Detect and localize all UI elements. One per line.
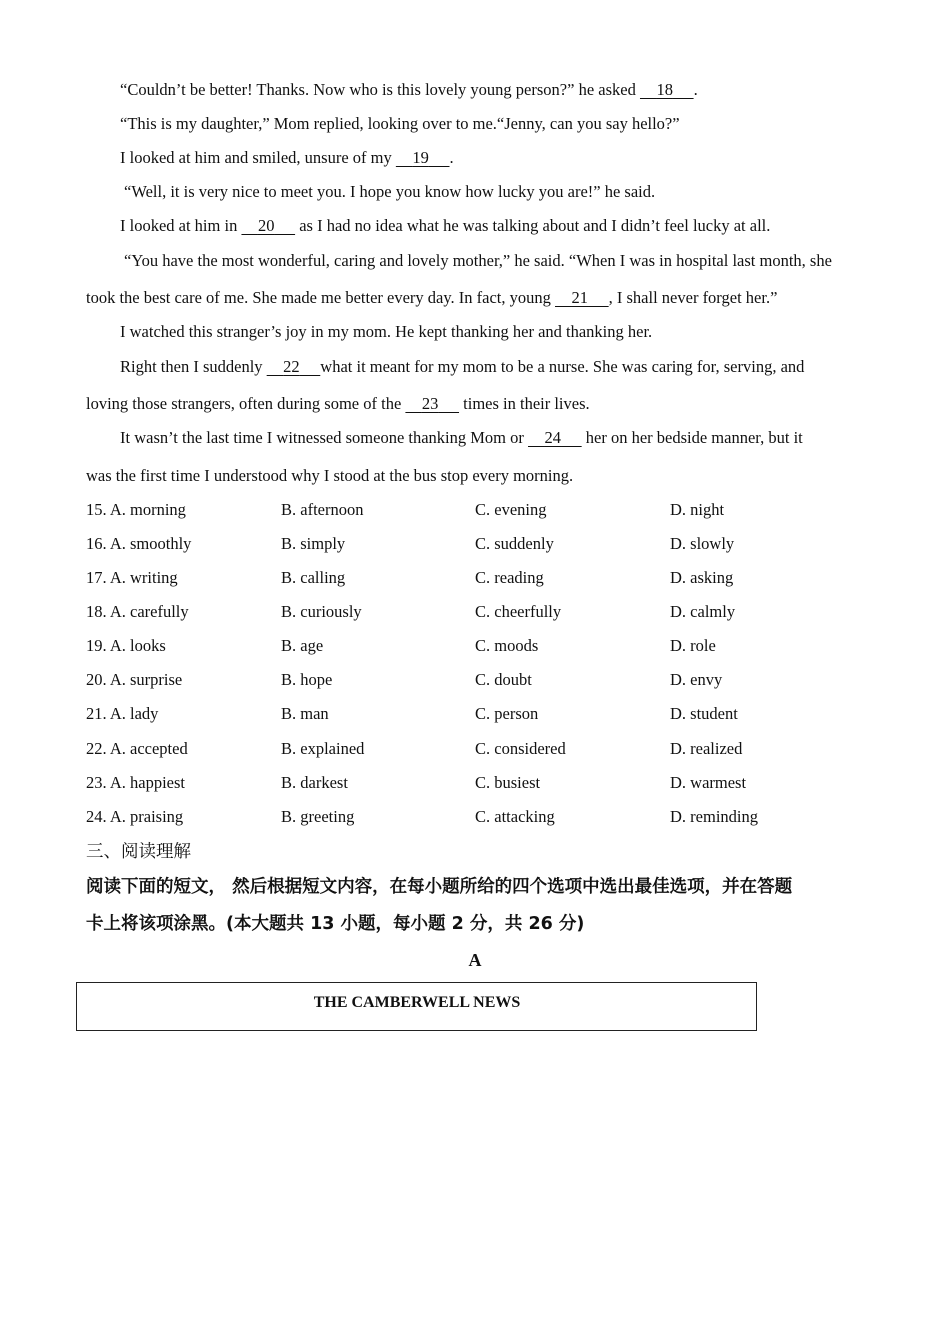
text: I looked at him in	[120, 216, 242, 235]
option-c[interactable]: C. busiest	[475, 773, 541, 792]
blank-21	[555, 288, 609, 307]
option-a[interactable]: 21. A. lady	[86, 704, 159, 723]
section-title: 三、阅读理解	[86, 842, 191, 862]
question-23-options	[86, 773, 866, 793]
blank-number: 23	[421, 394, 439, 413]
text: took the best care of me. She made me better every day. In fact, young	[86, 288, 556, 307]
option-b[interactable]: B. greeting	[281, 807, 355, 826]
option-d[interactable]: D. student	[670, 704, 738, 723]
blank-number: 24	[544, 428, 562, 447]
question-20-options	[86, 670, 866, 690]
blank-20	[241, 216, 295, 235]
question-16-options	[86, 534, 866, 554]
text: her on her bedside manner, but it	[581, 428, 803, 447]
passage-paragraph: “You have the most wonderful, caring and lovely mother,” he said. “When I was in hospital last month, she	[124, 251, 832, 270]
option-b[interactable]: B. explained	[281, 739, 365, 758]
option-b[interactable]: B. curiously	[281, 602, 362, 621]
option-d[interactable]: D. asking	[670, 568, 734, 587]
passage-paragraph: “This is my daughter,” Mom replied, looking over to me.“Jenny, can you say hello?”	[120, 114, 680, 133]
section-instruction: 卡上将该项涂黑。(本大题共 13 小题，每小题 2 分，共 26 分)	[86, 914, 585, 934]
passage-paragraph-24	[120, 428, 900, 448]
blank-number: 20	[257, 216, 275, 235]
text: .	[449, 148, 454, 167]
blank-24	[528, 428, 582, 447]
question-15-options	[86, 500, 866, 520]
option-a[interactable]: 17. A. writing	[86, 568, 178, 587]
text: loving those strangers, often during some of the	[86, 394, 406, 413]
blank-19	[396, 148, 450, 167]
question-19-options	[86, 636, 866, 656]
question-22-options	[86, 739, 866, 759]
question-18-options	[86, 602, 866, 622]
option-c[interactable]: C. cheerfully	[475, 602, 562, 621]
blank-number: 22	[283, 357, 300, 376]
option-c[interactable]: C. evening	[475, 500, 547, 519]
question-24-options	[86, 807, 866, 827]
text: , I shall never forget her.”	[608, 288, 778, 307]
question-17-options	[86, 568, 866, 588]
option-a[interactable]: 23. A. happiest	[86, 773, 185, 792]
option-d[interactable]: D. night	[670, 500, 725, 519]
passage-paragraph-23	[86, 394, 866, 414]
passage-paragraph-20	[120, 216, 900, 236]
option-a[interactable]: 22. A. accepted	[86, 739, 188, 758]
option-a[interactable]: 18. A. carefully	[86, 602, 189, 621]
option-d[interactable]: D. reminding	[670, 807, 758, 826]
text: what it meant for my mom to be a nurse. She was caring for, serving, and	[320, 357, 805, 376]
news-header-box	[76, 982, 757, 1031]
text: as I had no idea what he was talking about and I didn’t feel lucky at all.	[295, 216, 771, 235]
option-c[interactable]: C. person	[475, 704, 539, 723]
text: .	[693, 80, 698, 99]
option-b[interactable]: B. calling	[281, 568, 346, 587]
news-title: THE CAMBERWELL NEWS	[313, 994, 521, 1011]
passage-paragraph-21	[86, 288, 866, 308]
option-c[interactable]: C. reading	[475, 568, 544, 587]
option-a[interactable]: 24. A. praising	[86, 807, 184, 826]
option-b[interactable]: B. man	[281, 704, 329, 723]
option-b[interactable]: B. hope	[281, 670, 333, 689]
option-d[interactable]: D. envy	[670, 670, 723, 689]
passage-label: A	[468, 950, 482, 970]
option-d[interactable]: D. realized	[670, 739, 743, 758]
blank-number: 18	[656, 80, 673, 99]
passage-paragraph: I watched this stranger’s joy in my mom. He kept thanking her and thanking her.	[120, 322, 653, 341]
passage-paragraph-22	[120, 357, 900, 377]
option-c[interactable]: C. considered	[475, 739, 566, 758]
option-c[interactable]: C. moods	[475, 636, 539, 655]
option-b[interactable]: B. age	[281, 636, 324, 655]
option-d[interactable]: D. calmly	[670, 602, 736, 621]
option-a[interactable]: 20. A. surprise	[86, 670, 183, 689]
option-d[interactable]: D. warmest	[670, 773, 747, 792]
blank-number: 21	[571, 288, 589, 307]
text: I looked at him and smiled, unsure of my	[120, 148, 396, 167]
option-b[interactable]: B. afternoon	[281, 500, 364, 519]
passage-paragraph: “Well, it is very nice to meet you. I hope you know how lucky you are!” he said.	[124, 182, 656, 201]
blank-number: 19	[412, 148, 429, 167]
option-c[interactable]: C. suddenly	[475, 534, 554, 553]
option-c[interactable]: C. attacking	[475, 807, 555, 826]
question-21-options	[86, 704, 866, 724]
option-a[interactable]: 19. A. looks	[86, 636, 166, 655]
blank-18	[640, 80, 694, 99]
blank-22	[267, 357, 321, 376]
option-b[interactable]: B. simply	[281, 534, 346, 553]
text: It wasn’t the last time I witnessed someone thanking Mom or	[120, 428, 529, 447]
option-c[interactable]: C. doubt	[475, 670, 532, 689]
option-b[interactable]: B. darkest	[281, 773, 348, 792]
text: Right then I suddenly	[120, 357, 267, 376]
section-instruction: 阅读下面的短文， 然后根据短文内容，在每小题所给的四个选项中选出最佳选项，并在答题	[86, 877, 793, 897]
passage-paragraph-18	[120, 80, 900, 100]
option-a[interactable]: 16. A. smoothly	[86, 534, 192, 553]
option-d[interactable]: D. slowly	[670, 534, 735, 553]
option-a[interactable]: 15. A. morning	[86, 500, 186, 519]
blank-23	[405, 394, 459, 413]
text: times in their lives.	[459, 394, 590, 413]
passage-paragraph-19	[120, 148, 900, 168]
passage-paragraph: was the first time I understood why I stood at the bus stop every morning.	[86, 466, 574, 485]
option-d[interactable]: D. role	[670, 636, 716, 655]
text: “Couldn’t be better! Thanks. Now who is this lovely young person?” he asked	[120, 80, 640, 99]
